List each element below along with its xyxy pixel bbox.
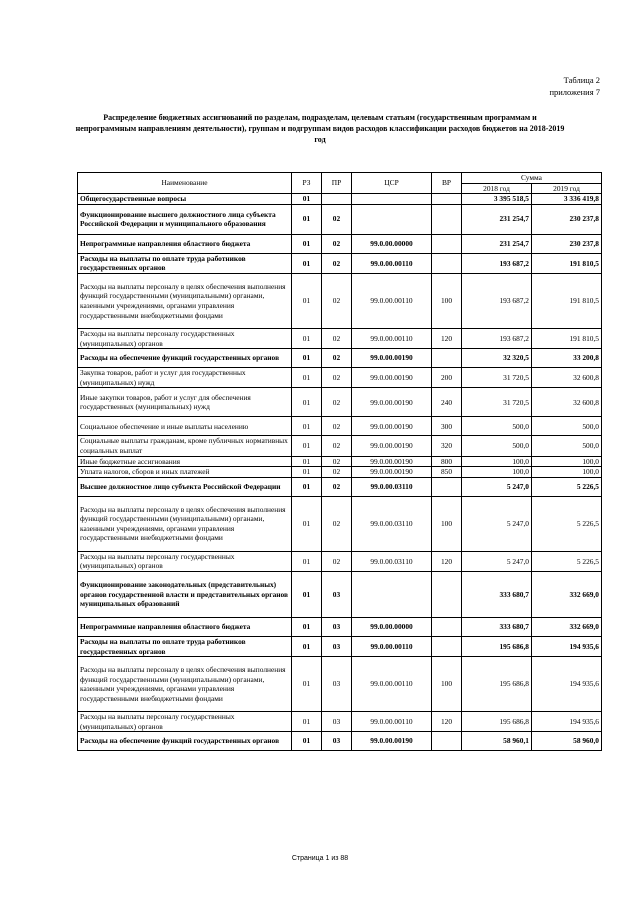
cell-csr [352,194,432,205]
table-row [78,712,602,732]
cell-pr: 02 [322,388,352,417]
table-row [78,194,602,205]
cell-2018: 100,0 [462,467,532,478]
col-header-2019: 2019 год [532,183,602,194]
cell-rz: 01 [292,571,322,617]
cell-2019: 230 237,8 [532,204,602,234]
cell-pr: 03 [322,617,352,636]
cell-rz: 01 [292,636,322,656]
col-header-name: Наименование [78,173,292,194]
cell-2019: 33 200,8 [532,349,602,368]
cell-name: Расходы на выплаты персоналу государственных (муниципальных) органов [78,328,292,348]
table-row [78,204,602,234]
cell-2019: 191 810,5 [532,328,602,348]
cell-pr: 02 [322,328,352,348]
cell-vr: 200 [432,368,462,388]
cell-name: Расходы на выплаты персоналу государственных (муниципальных) органов [78,712,292,732]
cell-2018: 500,0 [462,436,532,456]
col-header-2018: 2018 год [462,183,532,194]
cell-vr: 120 [432,328,462,348]
cell-2019: 100,0 [532,456,602,467]
cell-2019: 332 669,0 [532,617,602,636]
cell-name: Социальное обеспечение и иные выплаты населению [78,417,292,436]
cell-name: Иные закупки товаров, работ и услуг для обеспечения государственных (муниципальных) нужд [78,388,292,417]
cell-rz: 01 [292,368,322,388]
cell-pr: 02 [322,368,352,388]
cell-2019: 194 935,6 [532,657,602,712]
cell-csr: 99.0.00.00190 [352,388,432,417]
cell-csr [352,204,432,234]
cell-rz: 01 [292,617,322,636]
appendix-number: приложения 7 [549,87,600,97]
cell-pr: 02 [322,273,352,328]
table-row [78,496,602,551]
cell-name: Расходы на выплаты по оплате труда работников государственных органов [78,253,292,273]
cell-2019: 5 226,5 [532,496,602,551]
cell-name: Закупка товаров, работ и услуг для государственных (муниципальных) нужд [78,368,292,388]
budget-table [77,172,602,751]
table-row [78,368,602,388]
cell-name: Общегосударственные вопросы [78,194,292,205]
cell-name: Высшее должностное лицо субъекта Российской Федерации [78,477,292,496]
col-header-vr: ВР [432,173,462,194]
cell-pr: 02 [322,467,352,478]
cell-name: Расходы на выплаты персоналу в целях обеспечения выполнения функций государственными (муниципальными) органами, казенными учреждениями, органами управления государственными внебюджетными фондами [78,273,292,328]
table-row [78,551,602,571]
cell-2019: 58 960,0 [532,732,602,751]
cell-vr [432,349,462,368]
cell-2018: 5 247,0 [462,477,532,496]
cell-name: Непрограммные направления областного бюджета [78,234,292,253]
cell-2018: 195 686,8 [462,636,532,656]
col-header-sum: Сумма [462,173,602,184]
cell-csr: 99.0.00.00190 [352,456,432,467]
cell-vr: 100 [432,273,462,328]
cell-2019: 191 810,5 [532,253,602,273]
cell-pr: 02 [322,477,352,496]
cell-pr: 02 [322,496,352,551]
cell-rz: 01 [292,456,322,467]
table-number: Таблица 2 [563,75,600,85]
cell-2018: 231 254,7 [462,234,532,253]
cell-2019: 191 810,5 [532,273,602,328]
cell-2018: 5 247,0 [462,496,532,551]
cell-rz: 01 [292,253,322,273]
cell-vr: 300 [432,417,462,436]
cell-2018: 193 687,2 [462,328,532,348]
cell-rz: 01 [292,436,322,456]
cell-csr: 99.0.00.00110 [352,712,432,732]
cell-name: Расходы на выплаты персоналу государственных (муниципальных) органов [78,551,292,571]
cell-2018: 193 687,2 [462,253,532,273]
cell-csr: 99.0.00.00190 [352,436,432,456]
cell-2019: 332 669,0 [532,571,602,617]
cell-2019: 5 226,5 [532,551,602,571]
table-body [78,194,602,751]
cell-csr: 99.0.00.00110 [352,636,432,656]
cell-vr [432,234,462,253]
table-row [78,328,602,348]
cell-name: Функционирование законодательных (представительных) органов государственной власти и представительных органов муниципальных образований [78,571,292,617]
cell-csr: 99.0.00.00190 [352,368,432,388]
col-header-rz: РЗ [292,173,322,194]
table-row [78,273,602,328]
page-counter: Страница 1 из 88 [291,855,349,862]
cell-csr: 99.0.00.00000 [352,234,432,253]
cell-pr: 02 [322,456,352,467]
cell-2019: 100,0 [532,467,602,478]
cell-rz: 01 [292,194,322,205]
cell-pr: 03 [322,657,352,712]
cell-vr [432,617,462,636]
cell-2019: 230 237,8 [532,234,602,253]
cell-csr: 99.0.00.00190 [352,732,432,751]
cell-name: Расходы на выплаты персоналу в целях обеспечения выполнения функций государственными (муниципальными) органами, казенными учреждениями, органами управления государственными внебюджетными фондами [78,657,292,712]
cell-csr: 99.0.00.00000 [352,617,432,636]
table-row [78,617,602,636]
col-header-pr: ПР [322,173,352,194]
cell-rz: 01 [292,417,322,436]
cell-2019: 32 600,8 [532,368,602,388]
cell-2019: 32 600,8 [532,388,602,417]
cell-vr: 100 [432,657,462,712]
cell-vr: 850 [432,467,462,478]
cell-2018: 31 720,5 [462,388,532,417]
cell-pr: 02 [322,349,352,368]
cell-csr: 99.0.00.00110 [352,273,432,328]
appendix-header [400,74,600,98]
cell-pr: 03 [322,571,352,617]
cell-csr: 99.0.00.00110 [352,657,432,712]
cell-2019: 194 935,6 [532,636,602,656]
cell-pr: 02 [322,436,352,456]
document-title: Распределение бюджетных ассигнований по разделам, подразделам, целевым статьям (государственным программам и непрограммным направлениям деятельности), группам и подгруппам видов расходов классификации расходов бюджетов на 2018-2019 год [75,113,565,144]
cell-2019: 500,0 [532,436,602,456]
col-header-csr: ЦСР [352,173,432,194]
cell-name: Иные бюджетные ассигнования [78,456,292,467]
cell-pr: 02 [322,234,352,253]
cell-2019: 500,0 [532,417,602,436]
cell-rz: 01 [292,328,322,348]
cell-2018: 193 687,2 [462,273,532,328]
cell-2018: 500,0 [462,417,532,436]
cell-pr: 02 [322,204,352,234]
cell-vr [432,732,462,751]
cell-rz: 01 [292,657,322,712]
table-row [78,234,602,253]
cell-vr: 320 [432,436,462,456]
cell-rz: 01 [292,732,322,751]
cell-vr: 800 [432,456,462,467]
cell-rz: 01 [292,712,322,732]
cell-pr: 02 [322,551,352,571]
cell-2019: 194 935,6 [532,712,602,732]
cell-2018: 333 680,7 [462,617,532,636]
cell-rz: 01 [292,477,322,496]
cell-csr [352,571,432,617]
table-row [78,436,602,456]
cell-csr: 99.0.00.00110 [352,253,432,273]
cell-2018: 5 247,0 [462,551,532,571]
cell-2019: 3 336 419,8 [532,194,602,205]
table-row [78,467,602,478]
cell-2018: 32 320,5 [462,349,532,368]
cell-vr [432,194,462,205]
cell-2018: 195 686,8 [462,712,532,732]
cell-pr [322,194,352,205]
table-row [78,657,602,712]
table-row [78,477,602,496]
cell-rz: 01 [292,551,322,571]
cell-rz: 01 [292,204,322,234]
table-row [78,732,602,751]
cell-vr [432,477,462,496]
cell-2018: 333 680,7 [462,571,532,617]
cell-vr: 240 [432,388,462,417]
cell-name: Расходы на выплаты по оплате труда работников государственных органов [78,636,292,656]
cell-2018: 231 254,7 [462,204,532,234]
cell-vr [432,253,462,273]
table-row [78,253,602,273]
cell-vr: 100 [432,496,462,551]
cell-csr: 99.0.00.00110 [352,328,432,348]
cell-csr: 99.0.00.00190 [352,417,432,436]
cell-name: Расходы на выплаты персоналу в целях обеспечения выполнения функций государственными (муниципальными) органами, казенными учреждениями, органами управления государственными внебюджетными фондами [78,496,292,551]
cell-name: Расходы на обеспечение функций государственных органов [78,349,292,368]
cell-2018: 58 960,1 [462,732,532,751]
cell-csr: 99.0.00.00190 [352,467,432,478]
cell-csr: 99.0.00.03110 [352,477,432,496]
table-row [78,456,602,467]
table-row [78,349,602,368]
cell-2019: 5 226,5 [532,477,602,496]
cell-pr: 03 [322,732,352,751]
cell-csr: 99.0.00.03110 [352,496,432,551]
cell-pr: 02 [322,253,352,273]
table-row [78,571,602,617]
cell-pr: 02 [322,417,352,436]
cell-rz: 01 [292,496,322,551]
cell-rz: 01 [292,273,322,328]
cell-2018: 31 720,5 [462,368,532,388]
cell-rz: 01 [292,234,322,253]
cell-csr: 99.0.00.03110 [352,551,432,571]
cell-name: Расходы на обеспечение функций государственных органов [78,732,292,751]
cell-2018: 100,0 [462,456,532,467]
table-row [78,636,602,656]
cell-2018: 3 395 518,5 [462,194,532,205]
cell-2018: 195 686,8 [462,657,532,712]
cell-rz: 01 [292,467,322,478]
cell-csr: 99.0.00.00190 [352,349,432,368]
cell-vr: 120 [432,551,462,571]
table-row [78,417,602,436]
cell-pr: 03 [322,712,352,732]
cell-name: Непрограммные направления областного бюджета [78,617,292,636]
cell-vr [432,571,462,617]
cell-vr [432,204,462,234]
cell-vr: 120 [432,712,462,732]
cell-rz: 01 [292,349,322,368]
table-row [78,388,602,417]
cell-name: Уплата налогов, сборов и иных платежей [78,467,292,478]
cell-pr: 03 [322,636,352,656]
cell-name: Социальные выплаты гражданам, кроме публичных нормативных социальных выплат [78,436,292,456]
cell-rz: 01 [292,388,322,417]
cell-vr [432,636,462,656]
cell-name: Функционирование высшего должностного лица субъекта Российской Федерации и муниципального образования [78,204,292,234]
